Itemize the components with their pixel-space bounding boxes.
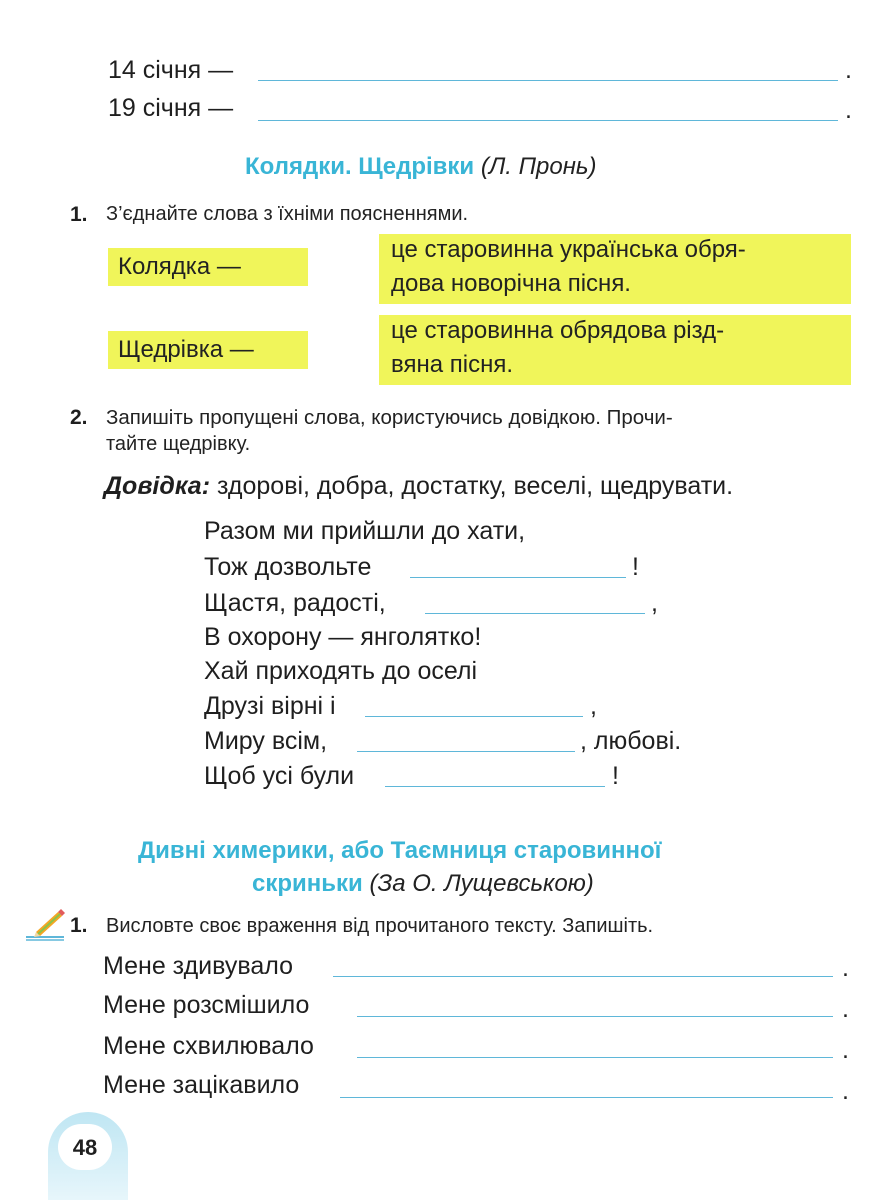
poem-line-end: , bbox=[590, 692, 597, 720]
line-end: . bbox=[842, 954, 849, 982]
page-number-badge bbox=[58, 1124, 112, 1170]
poem-line: Хай приходять до оселі bbox=[204, 657, 478, 685]
answer-line[interactable] bbox=[357, 1057, 833, 1058]
hint bbox=[104, 472, 733, 501]
poem-line: Тож дозвольте bbox=[204, 553, 372, 581]
section-title: Дивні химерики, або Таємниця старовинної bbox=[138, 837, 662, 864]
poem-line: В охорону — янголятко! bbox=[204, 623, 482, 651]
poem-line: Разом ми прийшли до хати, bbox=[204, 517, 526, 545]
prompt-label: Мене схвилювало bbox=[103, 1032, 314, 1060]
poem-line: Щоб усі були bbox=[204, 762, 355, 790]
date-label-14: 14 січня — bbox=[108, 56, 234, 84]
answer-line[interactable] bbox=[258, 120, 838, 121]
date-label-19: 19 січня — bbox=[108, 94, 234, 122]
answer-line[interactable] bbox=[340, 1097, 833, 1098]
prompt-label: Мене зацікавило bbox=[103, 1071, 300, 1099]
answer-line[interactable] bbox=[385, 786, 605, 787]
answer-line[interactable] bbox=[258, 80, 838, 81]
answer-line[interactable] bbox=[425, 613, 645, 614]
definition-line: вяна пісня. bbox=[391, 351, 513, 378]
poem-line: Миру всім, bbox=[204, 727, 328, 755]
answer-line[interactable] bbox=[410, 577, 626, 578]
definition-line: це старовинна обрядова різд- bbox=[391, 317, 725, 344]
prompt-label: Мене розсмішило bbox=[103, 991, 310, 1019]
poem-line: Щастя, радості, bbox=[204, 589, 386, 617]
term-box-koliadka[interactable] bbox=[108, 248, 308, 286]
section-title bbox=[252, 870, 594, 898]
task-text: тайте щедрівку. bbox=[106, 433, 251, 455]
line-end: . bbox=[842, 1077, 849, 1105]
answer-line[interactable] bbox=[357, 751, 575, 752]
task-text: Запишіть пропущені слова, користуючись довідкою. Прочи- bbox=[106, 406, 673, 429]
task-number: 1. bbox=[70, 203, 88, 226]
section-title bbox=[245, 153, 597, 181]
task-text: З’єднайте слова з їхніми поясненнями. bbox=[106, 203, 469, 225]
definition-line: це старовинна українська обря- bbox=[391, 236, 746, 263]
section-title-text: скриньки bbox=[252, 870, 363, 897]
term-label: Щедрівка — bbox=[118, 336, 254, 363]
poem-line-end: ! bbox=[632, 553, 639, 581]
task-number: 2. bbox=[70, 406, 88, 429]
hint-words: здорові, добра, достатку, веселі, щедрувати. bbox=[216, 472, 734, 500]
section-author: (Л. Пронь) bbox=[480, 153, 597, 180]
term-label: Колядка — bbox=[118, 253, 241, 280]
term-box-shchedrivka[interactable] bbox=[108, 331, 308, 369]
answer-line[interactable] bbox=[333, 976, 833, 977]
line-end: . bbox=[842, 995, 849, 1023]
poem-line-end: , bbox=[651, 589, 658, 617]
prompt-label: Мене здивувало bbox=[103, 952, 294, 980]
definition-box[interactable] bbox=[379, 234, 851, 304]
answer-line[interactable] bbox=[357, 1016, 833, 1017]
line-end: . bbox=[842, 1036, 849, 1064]
hint-label: Довідка: bbox=[104, 472, 211, 500]
section-title-text: Колядки. Щедрівки bbox=[245, 153, 475, 180]
poem-line: Друзі вірні і bbox=[204, 692, 336, 720]
pencil-icon bbox=[24, 906, 68, 942]
line-end: . bbox=[845, 96, 852, 124]
section-author: (За О. Лущевською) bbox=[369, 870, 594, 897]
task-text: Висловте своє враження від прочитаного тексту. Запишіть. bbox=[106, 915, 654, 937]
line-end: . bbox=[845, 56, 852, 84]
poem-line-end: , любові. bbox=[580, 727, 682, 755]
poem-line-end: ! bbox=[612, 762, 619, 790]
answer-line[interactable] bbox=[365, 716, 583, 717]
task-number: 1. bbox=[70, 914, 88, 937]
definition-line: дова новорічна пісня. bbox=[391, 270, 631, 297]
definition-box[interactable] bbox=[379, 315, 851, 385]
page-number: 48 bbox=[72, 1135, 98, 1160]
